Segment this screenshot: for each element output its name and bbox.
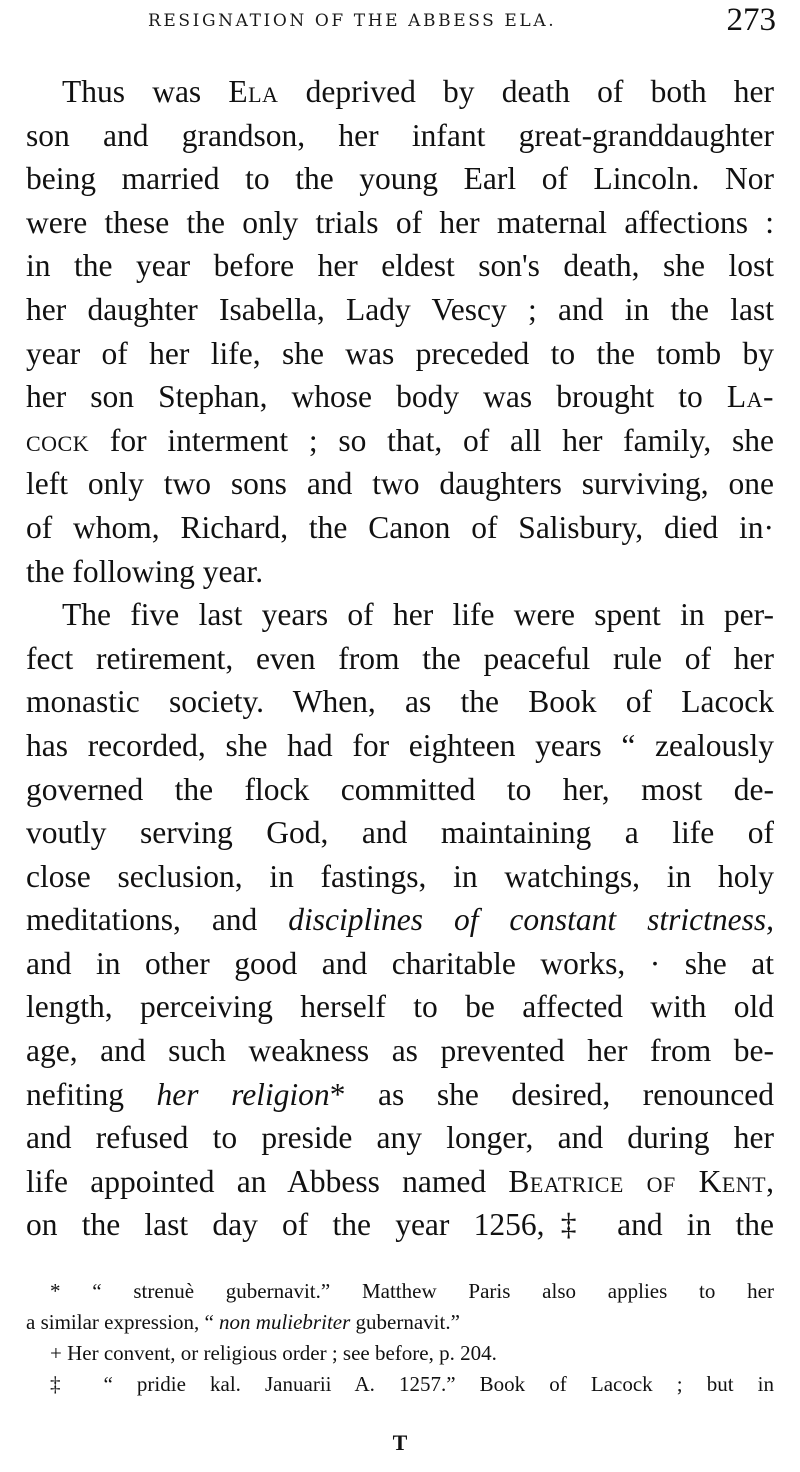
name-ela: Ela xyxy=(228,74,279,109)
text-line: her daughter Isabella, Lady Vescy ; and in the last xyxy=(26,291,774,327)
italic-phrase: her religion xyxy=(156,1076,330,1112)
text-line: has recorded, she had for eighteen years “ zealously xyxy=(26,727,774,763)
text-line: and refused to preside any longer, and during her xyxy=(26,1120,774,1156)
text-line: in the year before her eldest son's death, she lost xyxy=(26,248,774,284)
signature-mark: T xyxy=(392,1430,408,1455)
text-line: voutly serving God, and maintaining a life of xyxy=(26,815,774,851)
page-number: 273 xyxy=(726,2,776,38)
text-line: fect retirement, even from the peaceful rule of her xyxy=(26,640,774,676)
name-beatrice-of-kent: Beatrice of Kent xyxy=(508,1163,767,1199)
text-line: length, perceiving herself to be affected with old xyxy=(26,989,774,1025)
text-line: meditations, and disciplines of constant strictness, xyxy=(26,902,775,938)
text-line: life appointed an Abbess named Beatrice of Kent, xyxy=(26,1163,774,1199)
footnote-line: * “ strenuè gubernavit.” Matthew Paris also applies to her xyxy=(50,1279,774,1303)
footnotes xyxy=(26,1276,774,1400)
name-lacock: cock xyxy=(26,422,90,458)
text-line: of whom, Richard, the Canon of Salisbury, died in· xyxy=(26,509,774,545)
name-lacock: La- xyxy=(726,379,774,415)
running-head xyxy=(26,2,776,42)
text-line: cock for interment ; so that, of all her family, she xyxy=(26,422,774,458)
text-line: Thus was Ela deprived by death of both her xyxy=(62,74,774,109)
text-line: son and grandson, her infant great-granddaughter xyxy=(26,117,774,153)
body-text xyxy=(26,70,774,1247)
text-line: age, and such weakness as prevented her from be- xyxy=(26,1033,774,1069)
text-line: on the last day of the year 1256,‡ and in the xyxy=(26,1207,774,1243)
text-line: governed the flock committed to her, most de- xyxy=(26,771,774,807)
text-line: being married to the young Earl of Lincoln. Nor xyxy=(26,161,774,197)
text-line: The five last years of her life were spent in per- xyxy=(62,597,774,633)
text-line: and in other good and charitable works, · she at xyxy=(26,945,774,981)
running-title: RESIGNATION OF THE ABBESS ELA. xyxy=(148,11,557,31)
text-line: nefiting her religion* as she desired, renounced xyxy=(26,1076,774,1112)
italic-phrase: non muliebriter xyxy=(219,1310,351,1334)
text-line: close seclusion, in fastings, in watchings, in holy xyxy=(26,858,774,894)
italic-phrase: disciplines of constant strictness, xyxy=(288,902,775,938)
footnote-line: + Her convent, or religious order ; see before, p. 204. xyxy=(50,1341,497,1365)
text-line: the following year. xyxy=(26,553,264,589)
text-line: were these the only trials of her maternal affections : xyxy=(26,204,774,240)
text-line: year of her life, she was preceded to the tomb by xyxy=(26,335,774,371)
text-line: her son Stephan, whose body was brought to La- xyxy=(26,379,774,415)
footnote-line: a similar expression, “ non muliebriter gubernavit.” xyxy=(26,1310,460,1334)
text-line: monastic society. When, as the Book of Lacock xyxy=(26,684,774,720)
footnote-ref: * as she desired, renounced xyxy=(329,1076,774,1112)
footnote-line: ‡ “ pridie kal. Januarii A. 1257.” Book of Lacock ; but in xyxy=(50,1372,774,1396)
text-line: left only two sons and two daughters surviving, one xyxy=(26,466,774,502)
